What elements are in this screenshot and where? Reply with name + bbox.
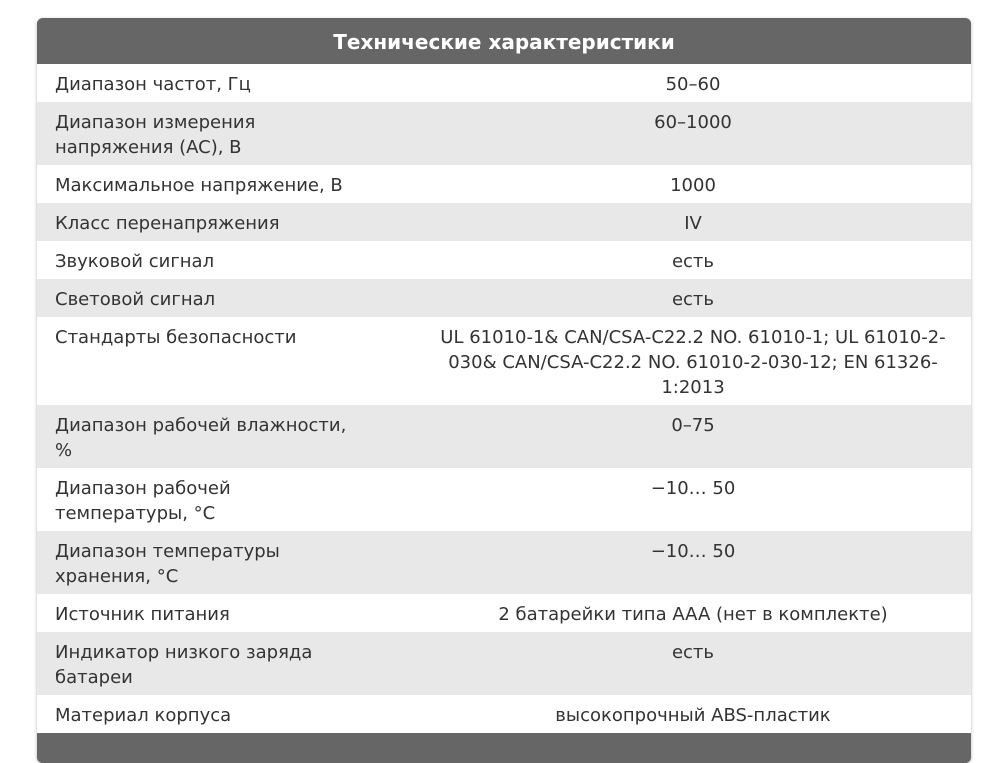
table-row	[37, 64, 971, 102]
table-row	[37, 405, 971, 468]
table-row	[37, 279, 971, 317]
spec-label: Диапазон температуры хранения, °C	[55, 541, 280, 587]
spec-label: Максимальное напряжение, В	[55, 175, 343, 196]
table-row	[37, 695, 971, 733]
spec-label: Стандарты безопасности	[55, 327, 297, 348]
spec-label: Световой сигнал	[55, 289, 216, 310]
spec-value: есть	[671, 642, 715, 663]
spec-label: Диапазон измерения напряжения (AC), В	[55, 112, 256, 158]
spec-value: −10… 50	[650, 541, 736, 562]
table-row	[37, 102, 971, 165]
spec-value: 60–1000	[654, 112, 732, 133]
spec-label: Диапазон рабочей влажности, %	[55, 415, 347, 461]
table-row	[37, 317, 971, 405]
spec-label: Индикатор низкого заряда батареи	[55, 642, 313, 688]
spec-label: Звуковой сигнал	[55, 251, 215, 272]
table-footer	[37, 733, 971, 763]
table-row	[37, 165, 971, 203]
table-row	[37, 632, 971, 695]
table-row	[37, 594, 971, 632]
spec-value: 2 батарейки типа AAA (нет в комплекте)	[498, 604, 888, 625]
spec-value: −10… 50	[650, 478, 736, 499]
spec-value: IV	[684, 213, 702, 234]
table-row	[37, 241, 971, 279]
spec-value: есть	[671, 289, 715, 310]
spec-value: высокопрочный ABS-пластик	[555, 705, 831, 726]
specs-table	[37, 18, 971, 763]
table-row	[37, 468, 971, 531]
spec-label: Класс перенапряжения	[55, 213, 280, 234]
table-row	[37, 203, 971, 241]
table-body	[37, 64, 971, 733]
spec-value: 50–60	[665, 74, 721, 95]
table-title: Технические характеристики	[37, 18, 971, 64]
spec-label: Материал корпуса	[55, 705, 232, 726]
spec-label: Диапазон рабочей температуры, °C	[55, 478, 231, 524]
table-row	[37, 531, 971, 594]
spec-value: 0–75	[671, 415, 715, 436]
spec-value: есть	[671, 251, 715, 272]
spec-label: Источник питания	[55, 604, 230, 625]
spec-value: UL 61010-1& CAN/CSA-C22.2 NO. 61010-1; UL 61010-2-030& CAN/CSA-C22.2 NO. 61010-2-030-12; EN 61326-1:2013	[440, 327, 946, 398]
spec-value: 1000	[670, 175, 716, 196]
spec-label: Диапазон частот, Гц	[55, 74, 251, 95]
